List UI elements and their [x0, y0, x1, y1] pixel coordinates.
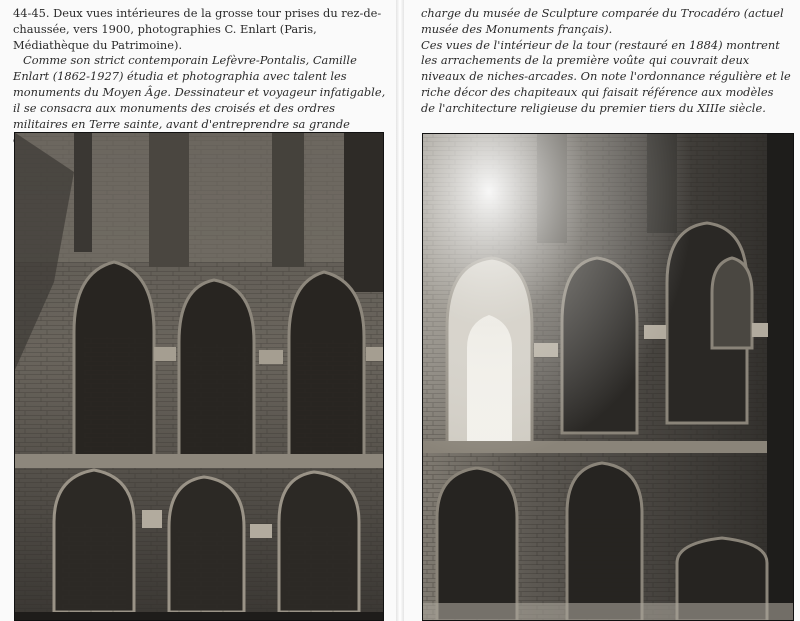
left-page [0, 0, 396, 621]
caption-continued: charge du musée de Sculpture comparée du Trocadéro (actuel musée des Monuments français). [421, 6, 784, 36]
caption-body-left: Comme son strict contemporain Lefèvre-Pontalis, Camille Enlart (1862-1927) étudia et photographia avec talent les monuments du Moyen Âge. Dessinateur et voyageur infatigable, il se consacra aux monuments des croisés et des ordres militaires en Terre sainte, avant d'entreprendre sa grande [13, 53, 386, 131]
right-caption [421, 6, 791, 117]
right-page [404, 0, 800, 621]
caption-heading: 44-45. Deux vues intérieures de la grosse tour prises du rez-de-chaussée, vers 1900, photographies C. Enlart (Paris, Médiathèque du Patrimoine). [13, 6, 382, 52]
caption-body-right: Ces vues de l'intérieur de la tour (restauré en 1884) montrent les arrachements de la première voûte qui couvrait deux niveaux de niches-arcades. On note l'ordonnance régulière et le riche décor des chapiteaux qui faisait référence aux modèles de l'architecture religieuse du premier tiers du XIIIe siècle. [421, 37, 791, 115]
photo-tower-interior-view-2 [422, 133, 794, 621]
photo-tower-interior-view-1 [14, 132, 384, 621]
book-gutter [396, 0, 404, 621]
